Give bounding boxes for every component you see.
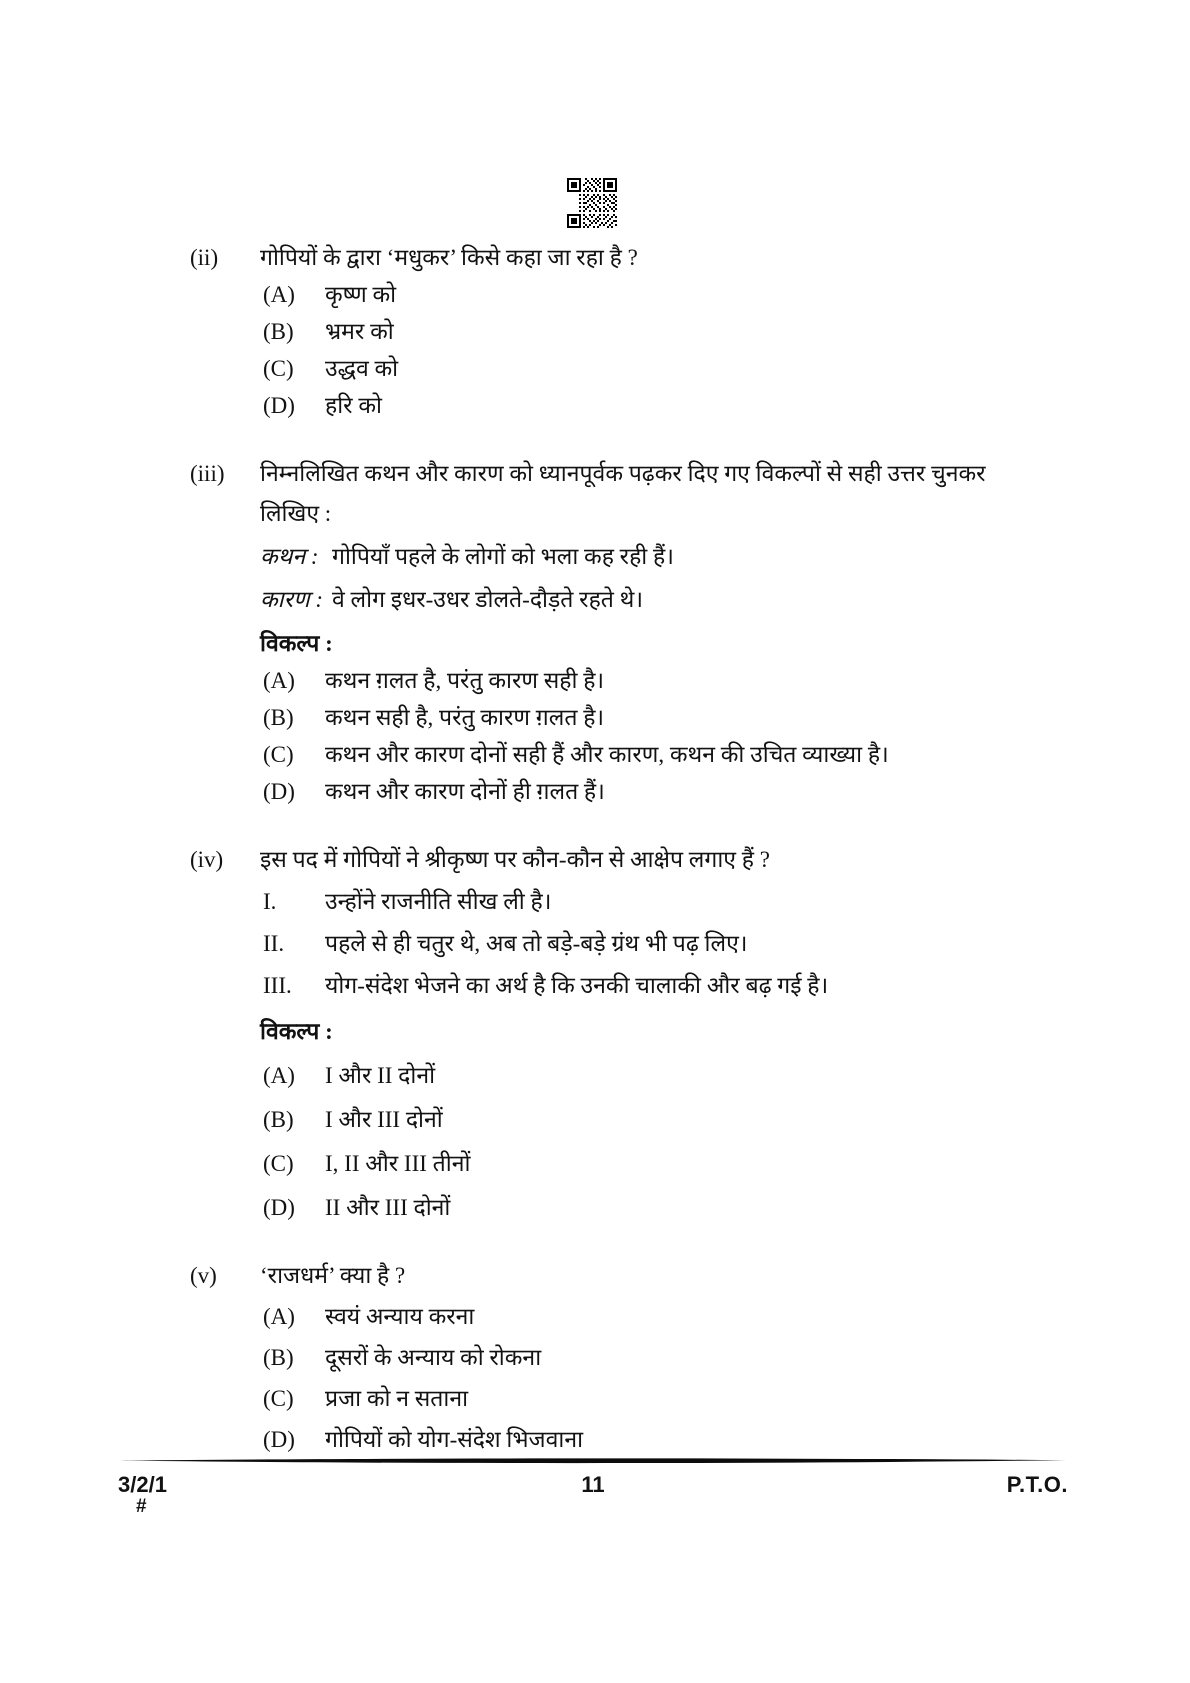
option-label: (C): [263, 1151, 294, 1176]
question-text-line2: लिखिए :: [260, 501, 332, 526]
option-row: [260, 1302, 1060, 1332]
footer-pto-label: P.T.O.: [1006, 1472, 1068, 1497]
statement-label: III.: [263, 973, 292, 998]
option-text: प्रजा को न सताना: [325, 1386, 469, 1411]
assertion-row: [260, 542, 1060, 572]
assertion-text: गोपियाँ पहले के लोगों को भला कह रही हैं।: [332, 544, 674, 569]
option-text: I, II और III तीनों: [325, 1151, 471, 1176]
option-text: उद्धव को: [325, 356, 399, 381]
option-row: [260, 1149, 1060, 1179]
question-text-line1: निम्नलिखित कथन और कारण को ध्यानपूर्वक पढ़कर दिए गए विकल्पों से सही उत्तर चुनकर: [260, 461, 986, 486]
option-row: [260, 1425, 1060, 1455]
option-row: [260, 740, 1060, 770]
option-text: दूसरों के अन्याय को रोकना: [325, 1345, 542, 1370]
option-text: कथन और कारण दोनों ही ग़लत हैं।: [325, 779, 605, 804]
option-text: भ्रमर को: [325, 319, 394, 344]
option-row: [260, 354, 1060, 384]
statement-row: [260, 971, 1060, 1001]
reason-text: वे लोग इधर-उधर डोलते-दौड़ते रहते थे।: [332, 587, 644, 612]
option-text: स्वयं अन्याय करना: [325, 1304, 475, 1329]
option-text: I और II दोनों: [325, 1063, 436, 1088]
option-row: [260, 1105, 1060, 1135]
option-label: (A): [263, 282, 295, 307]
option-row: [260, 1343, 1060, 1373]
reason-label: कारण :: [260, 587, 324, 612]
footer-page-number: 11: [581, 1472, 605, 1497]
option-text: कथन ग़लत है, परंतु कारण सही है।: [325, 668, 605, 693]
option-label: (D): [263, 1427, 295, 1452]
question-ii: [190, 243, 1060, 421]
option-label: (C): [263, 742, 294, 767]
question-iii: [190, 459, 1060, 807]
statement-text: पहले से ही चतुर थे, अब तो बड़े-बड़े ग्रंथ भी पढ़ लिए।: [325, 931, 748, 956]
option-label: (B): [263, 705, 294, 730]
options-heading: विकल्प :: [260, 1019, 333, 1044]
footer-hash-symbol: #: [136, 1496, 147, 1517]
option-row: [260, 1384, 1060, 1414]
qr-code-icon: [567, 178, 617, 228]
question-text: इस पद में गोपियों ने श्रीकृष्ण पर कौन-कौन से आक्षेप लगाए हैं ?: [260, 847, 770, 872]
option-label: (A): [263, 1304, 295, 1329]
option-text: II और III दोनों: [325, 1195, 451, 1220]
question-number: (iv): [190, 847, 224, 872]
statement-row: [260, 929, 1060, 959]
statement-text: उन्होंने राजनीति सीख ली है।: [325, 889, 552, 914]
option-text: कृष्ण को: [325, 282, 397, 307]
option-row: [260, 1193, 1060, 1223]
option-label: (D): [263, 1195, 295, 1220]
options-heading: विकल्प :: [260, 631, 333, 656]
question-text: ‘राजधर्म’ क्या है ?: [260, 1263, 406, 1288]
option-text: कथन और कारण दोनों सही हैं और कारण, कथन की उचित व्याख्या है।: [325, 742, 889, 767]
question-text: गोपियों के द्वारा ‘मधुकर’ किसे कहा जा रहा है ?: [260, 245, 638, 270]
option-row: [260, 391, 1060, 421]
statement-label: II.: [263, 931, 285, 956]
option-row: [260, 703, 1060, 733]
statement-text: योग-संदेश भेजने का अर्थ है कि उनकी चालाकी और बढ़ गई है।: [325, 973, 829, 998]
option-label: (C): [263, 1386, 294, 1411]
option-label: (B): [263, 319, 294, 344]
reason-row: [260, 585, 1060, 615]
question-iv: [190, 845, 1060, 1223]
statement-label: I.: [263, 889, 277, 914]
option-text: I और III दोनों: [325, 1107, 443, 1132]
question-v: [190, 1261, 1060, 1455]
option-label: (B): [263, 1107, 294, 1132]
option-label: (A): [263, 1063, 295, 1088]
assertion-label: कथन :: [260, 544, 319, 569]
option-label: (B): [263, 1345, 294, 1370]
option-text: हरि को: [325, 393, 382, 418]
option-label: (D): [263, 393, 295, 418]
option-row: [260, 317, 1060, 347]
option-row: [260, 1061, 1060, 1091]
option-row: [260, 777, 1060, 807]
footer-rule: [118, 1452, 1068, 1460]
option-text: कथन सही है, परंतु कारण ग़लत है।: [325, 705, 605, 730]
question-number: (iii): [190, 461, 225, 486]
option-label: (C): [263, 356, 294, 381]
footer-paper-code: 3/2/1: [118, 1472, 167, 1497]
option-label: (A): [263, 668, 295, 693]
option-row: [260, 666, 1060, 696]
option-label: (D): [263, 779, 295, 804]
questions-area: [190, 243, 1060, 1493]
statement-row: [260, 887, 1060, 917]
option-row: [260, 280, 1060, 310]
question-number: (ii): [190, 245, 219, 270]
question-number: (v): [190, 1263, 217, 1288]
option-text: गोपियों को योग-संदेश भिजवाना: [325, 1427, 584, 1452]
